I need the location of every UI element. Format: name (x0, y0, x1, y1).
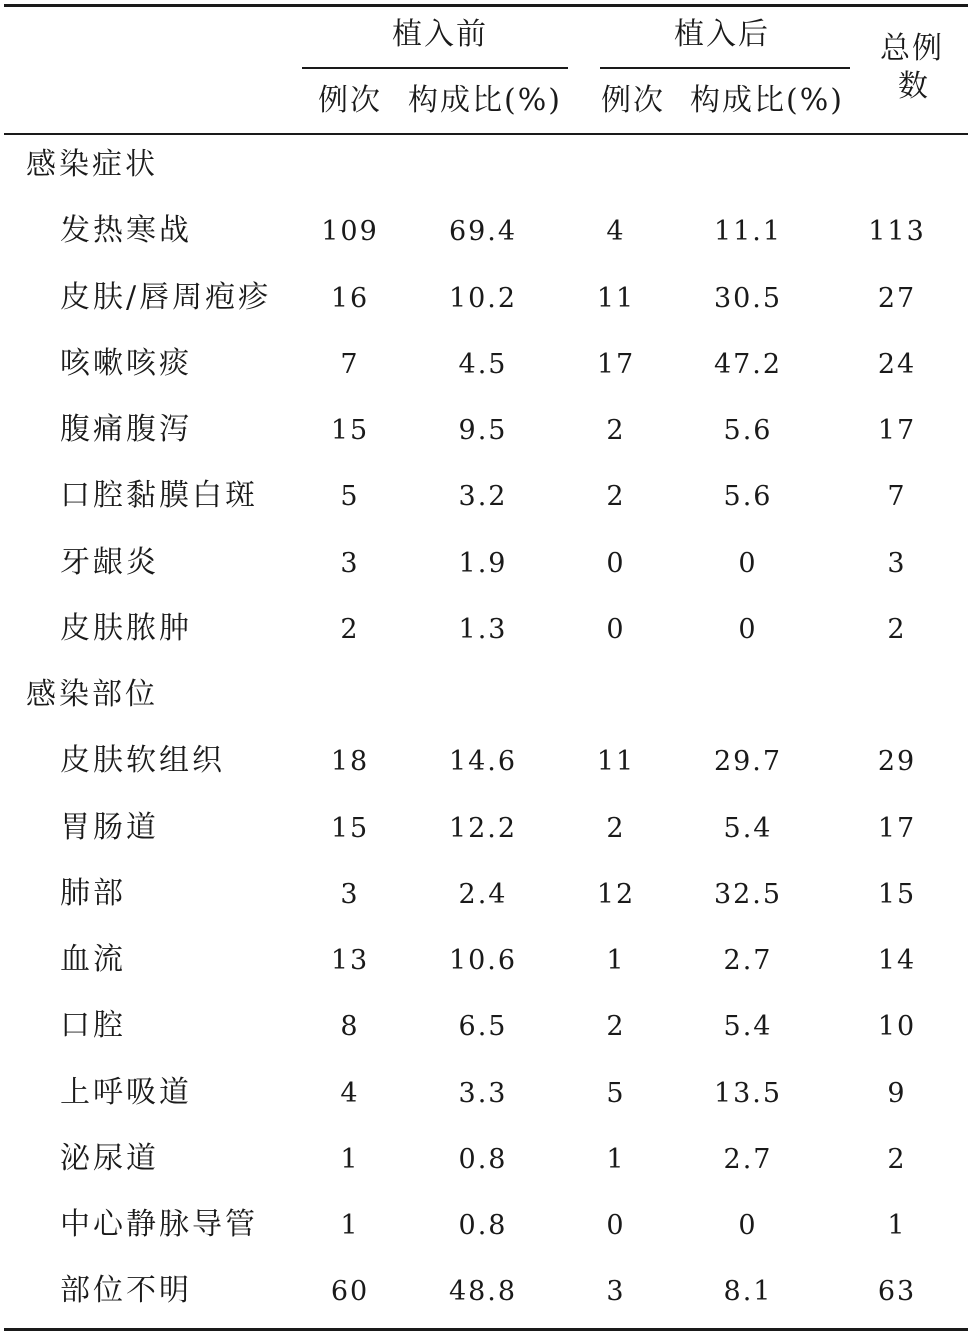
before-count-cell: 16 (330, 282, 370, 314)
total-cell: 3 (887, 547, 907, 579)
after-ratio-cell: 32.5 (713, 878, 783, 910)
row-label: 上呼吸道 (60, 1074, 192, 1110)
total-cell: 2 (887, 613, 907, 645)
before-ratio-cell: 3.2 (458, 481, 508, 513)
row-label: 牙龈炎 (60, 544, 159, 580)
table-row (0, 345, 976, 385)
after-ratio-cell: 0 (738, 547, 758, 579)
after-ratio-cell: 47.2 (713, 348, 783, 380)
after-count-cell: 2 (606, 1011, 626, 1043)
table-row (0, 809, 976, 849)
after-count-cell: 5 (606, 1077, 626, 1109)
section-header-row (0, 676, 976, 716)
total-cell: 29 (877, 746, 917, 778)
row-label: 肺部 (60, 875, 126, 911)
after-count-cell: 2 (606, 415, 626, 446)
after-count-cell: 0 (606, 1210, 626, 1241)
after-ratio-cell: 5.4 (723, 812, 773, 844)
after-ratio-cell: 2.7 (723, 1143, 773, 1175)
after-ratio-cell: 0 (738, 613, 758, 645)
row-label: 部位不明 (60, 1273, 192, 1309)
before-count-cell: 1 (340, 1143, 360, 1175)
total-cell: 1 (887, 1210, 907, 1241)
row-label: 腹痛腹泻 (60, 412, 192, 447)
before-count-cell: 60 (330, 1276, 370, 1308)
header-bottom-rule (4, 133, 968, 135)
before-ratio-cell: 12.2 (448, 812, 518, 844)
row-label: 咳嗽咳痰 (60, 345, 192, 381)
total-cell: 9 (887, 1077, 907, 1109)
after-ratio-cell: 2.7 (723, 945, 773, 976)
section-title: 感染部位 (26, 677, 158, 712)
row-label: 皮肤软组织 (60, 743, 225, 779)
after-count-cell: 2 (606, 481, 626, 513)
header-total-line2: 数 (898, 69, 930, 104)
before-count-cell: 4 (340, 1077, 360, 1109)
after-count-cell: 17 (596, 348, 636, 380)
after-ratio-cell: 5.6 (723, 415, 773, 446)
after-count-cell: 0 (606, 547, 626, 579)
before-group-rule (302, 67, 568, 69)
table-row (0, 1140, 976, 1180)
after-ratio-cell: 5.6 (723, 481, 773, 513)
after-count-cell: 0 (606, 613, 626, 645)
after-ratio-cell: 30.5 (713, 282, 783, 314)
before-ratio-cell: 3.3 (458, 1077, 508, 1109)
before-ratio-cell: 48.8 (448, 1276, 518, 1308)
before-ratio-cell: 14.6 (448, 746, 518, 778)
before-count-cell: 109 (321, 216, 379, 248)
header-before-ratio: 构成比(%) (408, 83, 562, 118)
table-row (0, 1074, 976, 1114)
table-row (0, 742, 976, 782)
total-cell: 14 (877, 945, 917, 976)
total-cell: 2 (887, 1143, 907, 1175)
before-ratio-cell: 1.9 (458, 547, 508, 579)
table-row (0, 610, 976, 650)
row-label: 胃肠道 (60, 809, 159, 845)
before-count-cell: 8 (340, 1011, 360, 1043)
table-row (0, 1007, 976, 1047)
total-cell: 24 (877, 348, 917, 380)
table-row (0, 279, 976, 319)
after-count-cell: 3 (606, 1276, 626, 1308)
row-label: 血流 (60, 942, 126, 977)
before-count-cell: 3 (340, 547, 360, 579)
total-cell: 17 (877, 415, 917, 446)
after-ratio-cell: 0 (738, 1210, 758, 1241)
before-count-cell: 13 (330, 945, 370, 976)
table-row (0, 411, 976, 451)
row-label: 口腔黏膜白斑 (60, 478, 258, 514)
after-ratio-cell: 8.1 (723, 1276, 773, 1308)
table-row (0, 544, 976, 584)
table-row (0, 212, 976, 252)
before-count-cell: 15 (330, 812, 370, 844)
total-cell: 7 (887, 481, 907, 513)
total-cell: 10 (877, 1011, 917, 1043)
header-after-count: 例次 (601, 83, 665, 118)
before-ratio-cell: 4.5 (458, 348, 508, 380)
total-cell: 63 (877, 1276, 917, 1308)
before-ratio-cell: 9.5 (458, 415, 508, 446)
total-cell: 27 (877, 282, 917, 314)
before-count-cell: 5 (340, 481, 360, 513)
after-ratio-cell: 5.4 (723, 1011, 773, 1043)
after-count-cell: 1 (606, 945, 626, 976)
row-label: 皮肤脓肿 (60, 610, 192, 646)
before-count-cell: 1 (340, 1210, 360, 1241)
after-count-cell: 11 (596, 282, 636, 314)
header-before-group: 植入前 (392, 17, 488, 52)
after-count-cell: 4 (606, 216, 626, 248)
after-count-cell: 2 (606, 812, 626, 844)
after-ratio-cell: 13.5 (713, 1077, 783, 1109)
before-count-cell: 2 (340, 613, 360, 645)
row-label: 皮肤/唇周疱疹 (60, 279, 272, 315)
header-after-group: 植入后 (674, 17, 770, 52)
table-row (0, 1272, 976, 1312)
before-ratio-cell: 0.8 (458, 1210, 508, 1241)
before-count-cell: 7 (340, 348, 360, 380)
after-count-cell: 11 (596, 746, 636, 778)
table-row (0, 941, 976, 981)
total-cell: 15 (877, 878, 917, 910)
header-before-count: 例次 (318, 83, 382, 118)
table-top-rule (4, 4, 968, 7)
before-ratio-cell: 10.6 (448, 945, 518, 976)
table-bottom-rule (4, 1328, 968, 1331)
total-cell: 17 (877, 812, 917, 844)
row-label: 中心静脉导管 (60, 1207, 258, 1242)
after-ratio-cell: 11.1 (713, 216, 783, 248)
section-header-row (0, 146, 976, 186)
row-label: 泌尿道 (60, 1140, 159, 1176)
before-ratio-cell: 10.2 (448, 282, 518, 314)
before-ratio-cell: 2.4 (458, 878, 508, 910)
before-count-cell: 15 (330, 415, 370, 446)
table-row (0, 477, 976, 517)
header-total-line1: 总例 (880, 31, 944, 66)
after-ratio-cell: 29.7 (713, 746, 783, 778)
before-count-cell: 18 (330, 746, 370, 778)
table-row (0, 1206, 976, 1246)
after-count-cell: 12 (596, 878, 636, 910)
before-ratio-cell: 1.3 (458, 613, 508, 645)
after-count-cell: 1 (606, 1143, 626, 1175)
table-row (0, 875, 976, 915)
total-cell: 113 (868, 216, 926, 248)
before-ratio-cell: 6.5 (458, 1011, 508, 1043)
before-count-cell: 3 (340, 878, 360, 910)
after-group-rule (600, 67, 850, 69)
section-title: 感染症状 (26, 147, 158, 182)
before-ratio-cell: 69.4 (448, 216, 518, 248)
header-after-ratio: 构成比(%) (690, 83, 844, 118)
before-ratio-cell: 0.8 (458, 1143, 508, 1175)
row-label: 口腔 (60, 1008, 126, 1044)
row-label: 发热寒战 (60, 213, 192, 249)
